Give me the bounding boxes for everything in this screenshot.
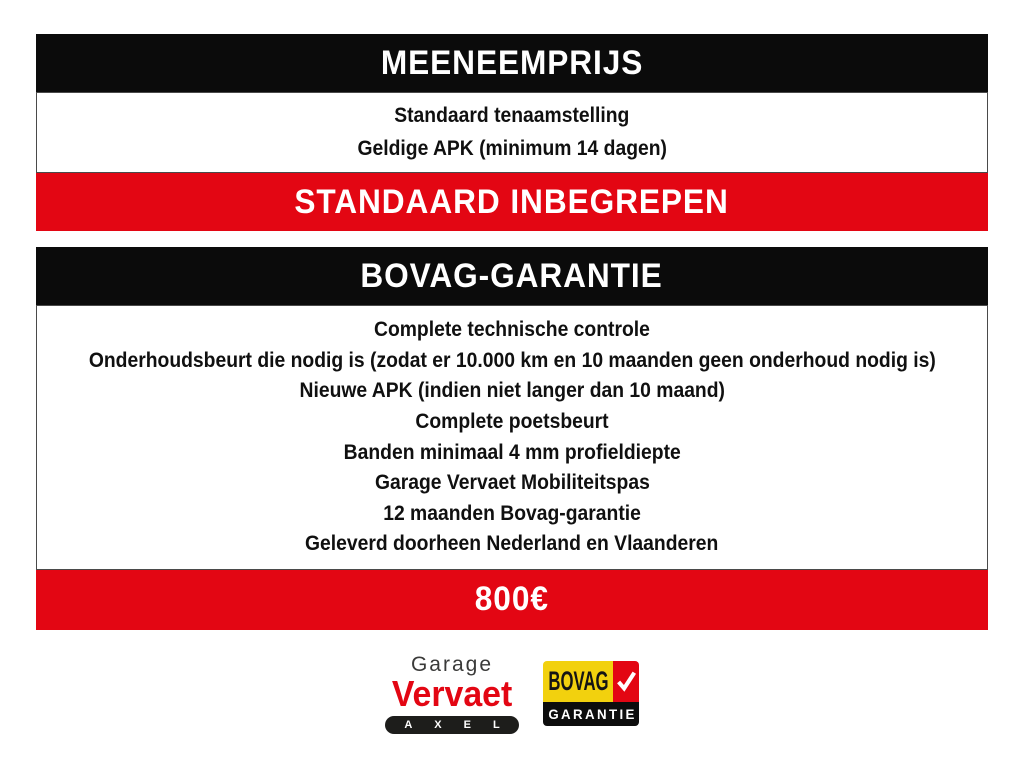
list-item bbox=[37, 315, 987, 346]
meeneemprijs-panel bbox=[36, 92, 988, 173]
bovag-logo-garantie-row bbox=[543, 702, 639, 726]
garage-vervaet-logo-word-garage: Garage bbox=[410, 652, 494, 676]
bovag-garantie-logo bbox=[543, 661, 639, 726]
list-item-text: Banden minimaal 4 mm profieldiepte bbox=[343, 440, 681, 464]
list-item-text: Standaard tenaamstelling bbox=[394, 104, 630, 128]
list-item bbox=[37, 468, 987, 499]
bovag-garantie-title: BOVAG-GARANTIE bbox=[360, 256, 664, 295]
list-item bbox=[37, 437, 987, 468]
price-banner bbox=[36, 570, 988, 630]
bovag-garantie-section bbox=[36, 247, 988, 630]
garage-vervaet-logo-word-axel: AXEL bbox=[404, 718, 522, 731]
footer-logos bbox=[36, 653, 988, 734]
bovag-garantie-header bbox=[36, 247, 988, 305]
list-item bbox=[37, 407, 987, 438]
list-item-text: Nieuwe APK (indien niet langer dan 10 maand) bbox=[299, 379, 725, 403]
garage-vervaet-logo bbox=[385, 652, 522, 734]
list-item bbox=[37, 346, 987, 377]
list-item bbox=[37, 100, 987, 133]
list-item bbox=[37, 529, 987, 560]
list-item-text: Geleverd doorheen Nederland en Vlaanderen bbox=[305, 532, 719, 556]
meeneemprijs-title: MEENEEMPRIJS bbox=[380, 43, 644, 82]
list-item-text: Complete technische controle bbox=[374, 318, 650, 342]
check-icon bbox=[613, 661, 639, 702]
garage-vervaet-logo-word-vervaet: Vervaet bbox=[391, 672, 513, 714]
list-item bbox=[37, 499, 987, 530]
list-item-text: Onderhoudsbeurt die nodig is (zodat er 10.000 km en 10 maanden geen onderhoud nodig is) bbox=[88, 348, 936, 372]
bovag-logo-top-row bbox=[543, 661, 639, 702]
garage-vervaet-logo-axel-pill bbox=[385, 716, 522, 734]
banner-text: STANDAARD INBEGREPEN bbox=[294, 182, 730, 221]
bovag-logo-name: BOVAG bbox=[547, 665, 609, 696]
meeneemprijs-header bbox=[36, 34, 988, 92]
bovag-logo-garantie: GARANTIE bbox=[548, 705, 637, 722]
list-item-text: 12 maanden Bovag-garantie bbox=[383, 501, 641, 525]
price-text: 800€ bbox=[474, 580, 550, 619]
standaard-inbegrepen-banner bbox=[36, 173, 988, 231]
list-item bbox=[37, 376, 987, 407]
bovag-logo-name-cell bbox=[543, 661, 613, 702]
list-item-text: Garage Vervaet Mobiliteitspas bbox=[374, 471, 650, 495]
list-item-text: Complete poetsbeurt bbox=[415, 410, 609, 434]
bovag-garantie-panel bbox=[36, 305, 988, 570]
list-item bbox=[37, 133, 987, 166]
list-item-text: Geldige APK (minimum 14 dagen) bbox=[357, 136, 667, 160]
meeneemprijs-section bbox=[36, 34, 988, 231]
